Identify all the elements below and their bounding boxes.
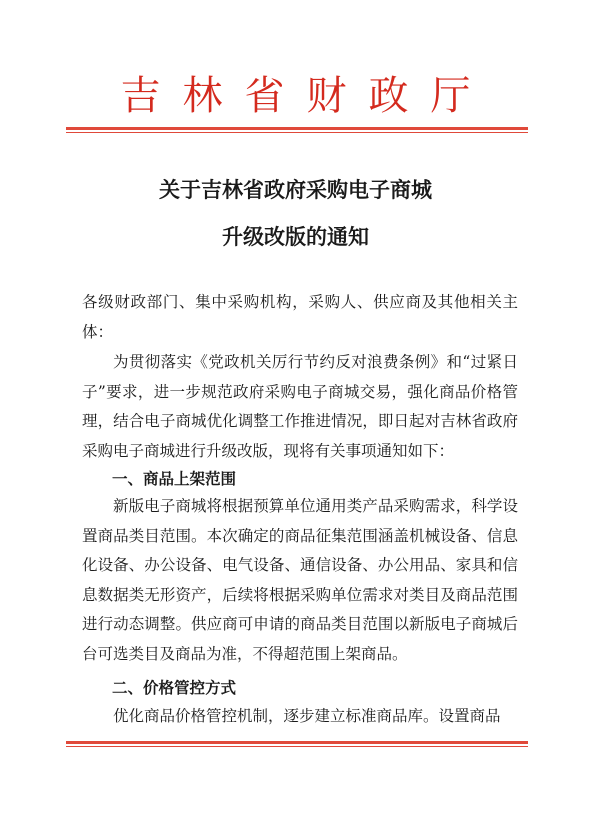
footer-rule xyxy=(66,741,528,744)
intro-paragraph: 为贯彻落实《党政机关厉行节约反对浪费条例》和“过紧日子”要求，进一步规范政府采购电子商城交易，强化商品价格管理，结合电子商城优化调整工作推进情况，即日起对吉林省政府采购电子商城进行升级改版，现将有关事项通知如下： xyxy=(82,353,518,460)
doc-title-line1: 关于吉林省政府采购电子商城 xyxy=(159,177,432,202)
masthead-org-name: 吉林省财政厅 xyxy=(120,73,493,119)
footer-rule-thin xyxy=(66,746,528,747)
masthead-rule-thin xyxy=(66,132,528,133)
masthead-rule xyxy=(66,127,528,130)
section1-paragraph: 新版电子商城将根据预算单位通用类产品采购需求，科学设置商品类目范围。本次确定的商品征集范围涵盖机械设备、信息化设备、办公设备、电气设备、通信设备、办公用品、家具和信息数据类无形资产，后续将根据采购单位需求对类目及商品范围进行动态调整。供应商可申请的商品类目范围以新版电子商城后台可选类目及商品为准，不得超范围上架商品。 xyxy=(82,497,518,663)
doc-title-line2: 升级改版的通知 xyxy=(222,224,369,249)
section1-heading: 一、商品上架范围 xyxy=(112,470,237,488)
section2-paragraph: 优化商品价格管控机制，逐步建立标准商品库。设置商品 xyxy=(113,707,501,725)
salutation: 各级财政部门、集中采购机构，采购人、供应商及其他相关主体： xyxy=(82,293,518,341)
section2-heading: 二、价格管控方式 xyxy=(112,679,237,697)
